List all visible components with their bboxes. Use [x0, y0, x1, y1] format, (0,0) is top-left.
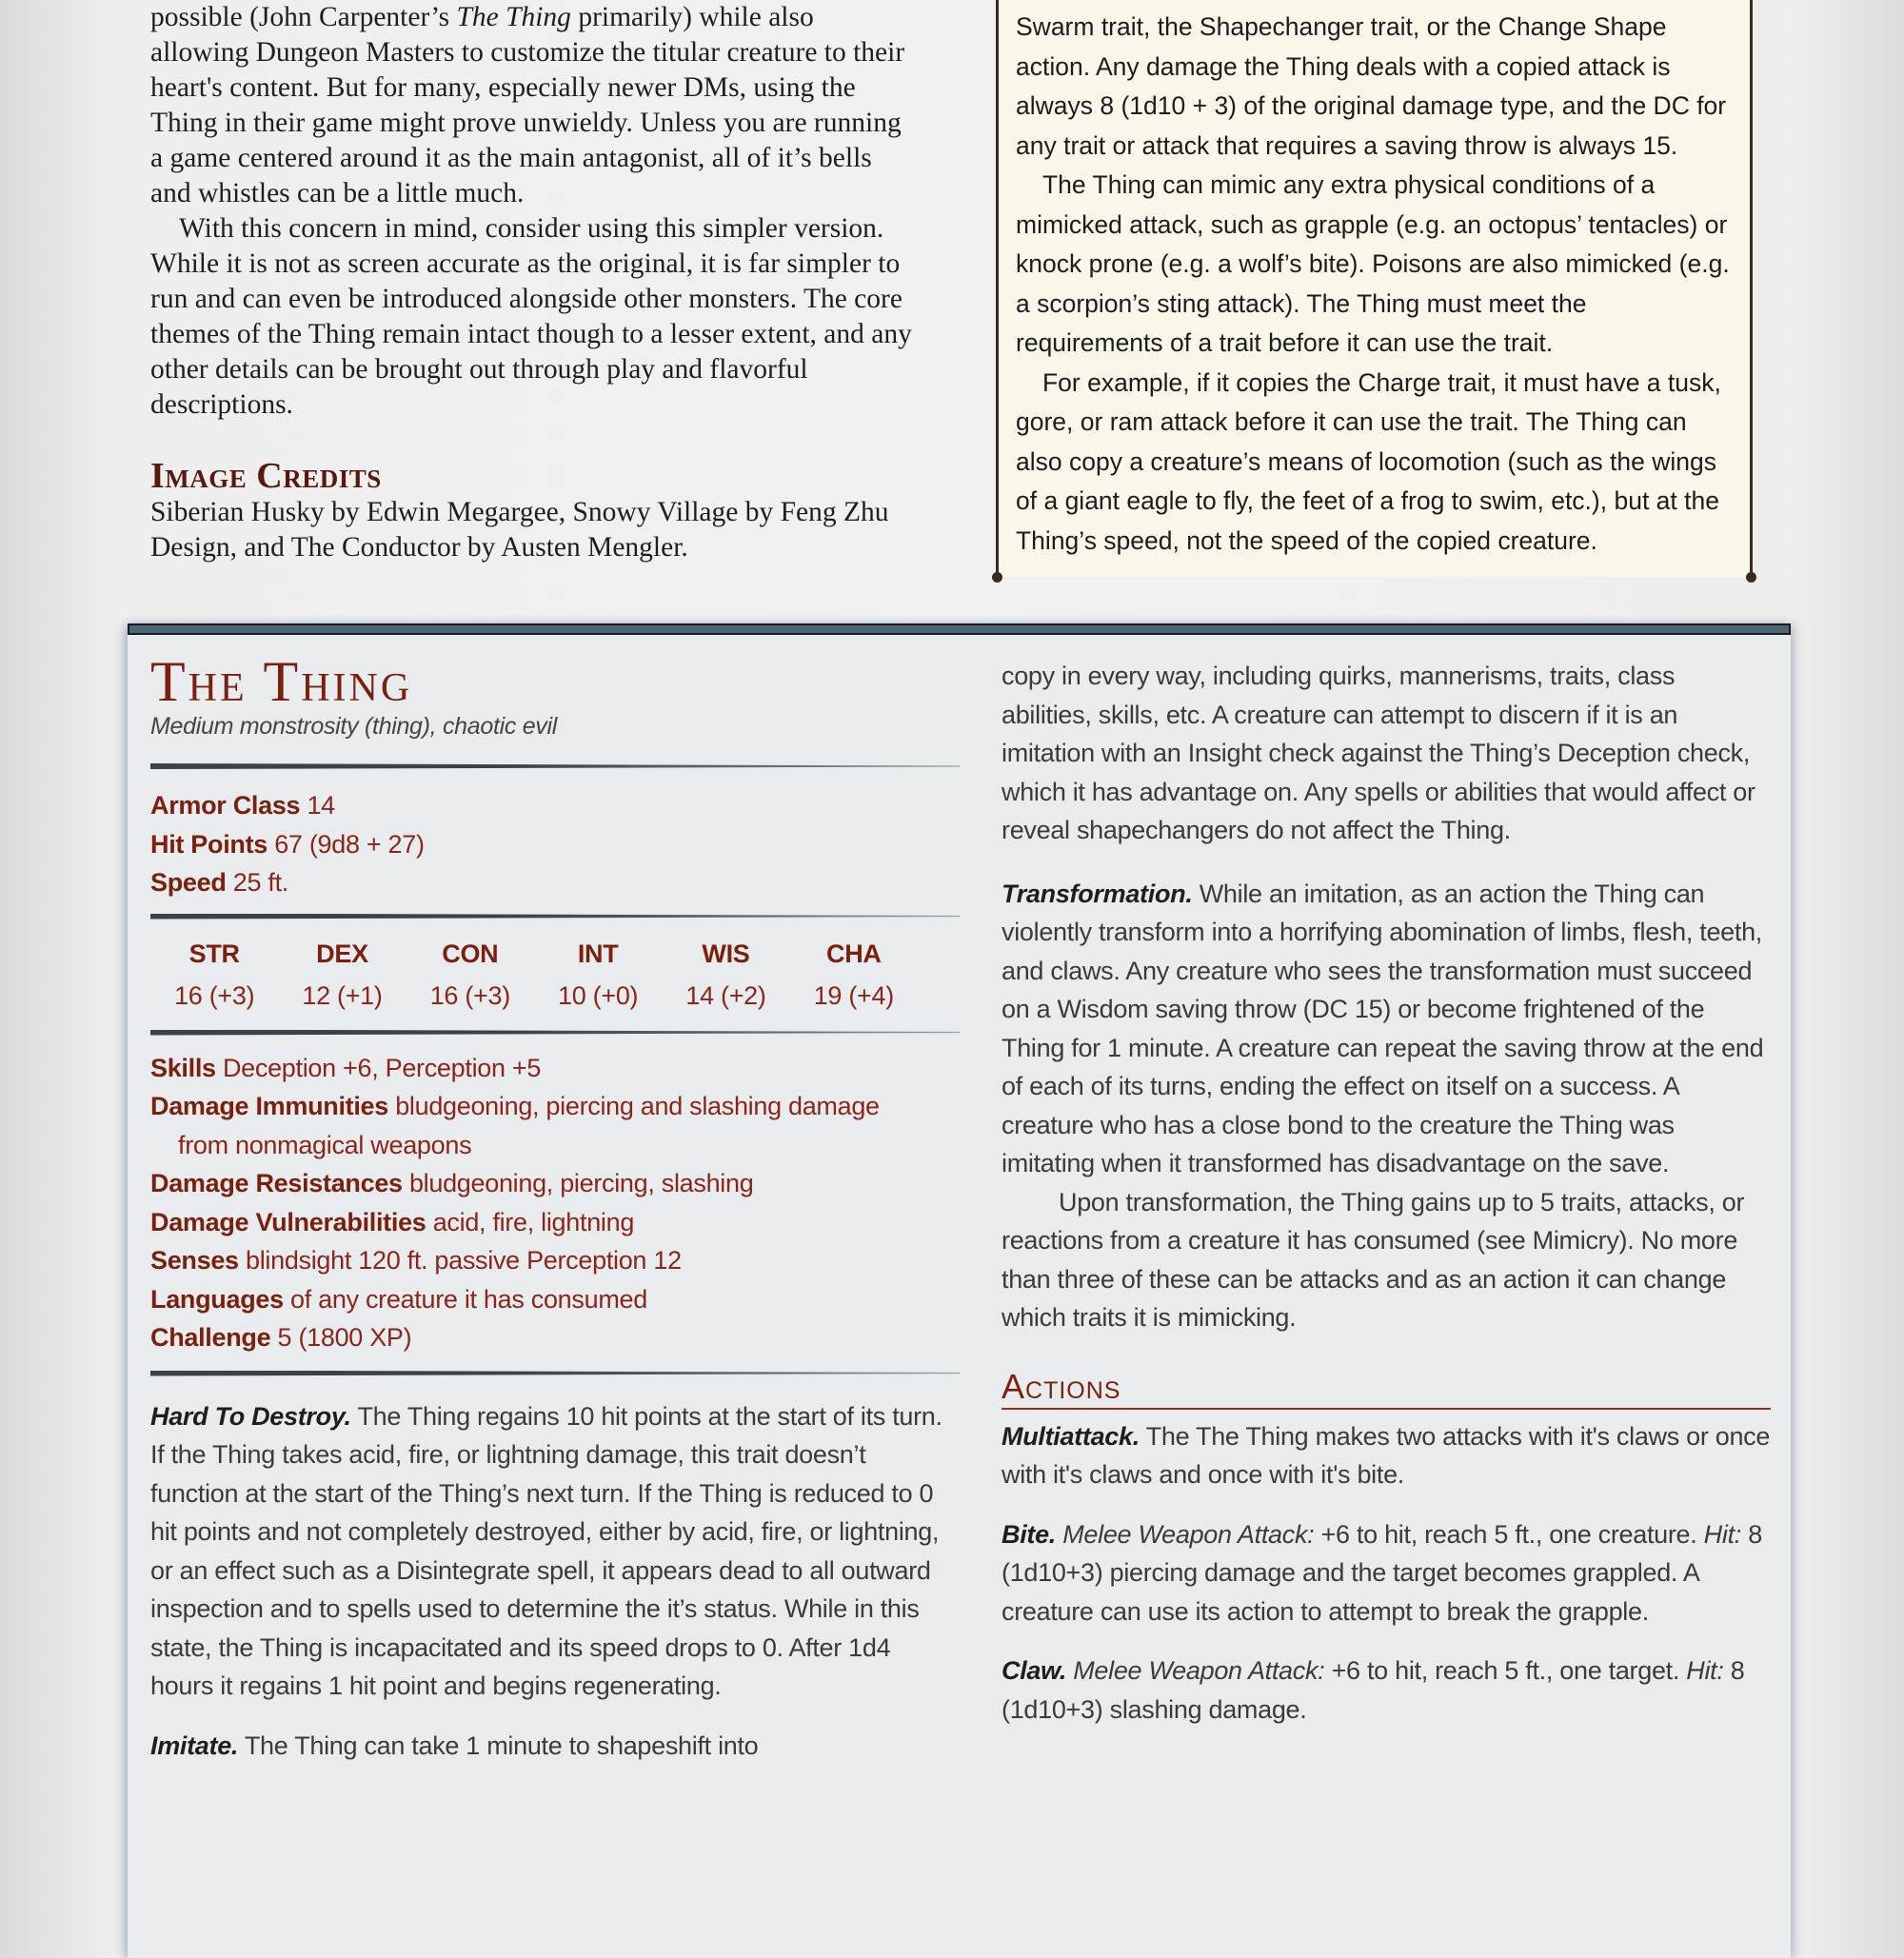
divider	[150, 763, 960, 769]
ability-value: 12 (+1)	[302, 980, 383, 1010]
trait-transformation	[1002, 875, 1771, 1183]
prop-senses	[150, 1241, 960, 1280]
trait-text: The Thing can take 1 minute to shapeshift into	[244, 1731, 759, 1760]
action-title: Multiattack.	[1002, 1421, 1140, 1451]
intro-text: primarily) while also allowing Dungeon Masters to customize the titular creature to their heart's content. But for many, especially newer DMs, using the Thing in their game might prove unwieldy. Unless you are running a game centered around it as the main antagonist, all of it’s bells and whistles can be a little much.	[150, 2, 905, 208]
ability-cha	[790, 933, 918, 1017]
trait-title: Imitate.	[150, 1731, 239, 1760]
mimicry-note-box	[996, 0, 1753, 577]
trait-imitate	[150, 1727, 960, 1766]
trait-title: Transformation.	[1002, 879, 1193, 908]
ability-scores	[150, 933, 918, 1017]
label: Damage Vulnerabilities	[150, 1207, 426, 1236]
value: blindsight 120 ft. passive Perception 12	[245, 1246, 682, 1275]
transformation-continued: Upon transformation, the Thing gains up to 5 traits, attacks, or reactions from a creature it has consumed (see Mimicry). No more than three of these can be attacks and as an action it can change which traits it is mimicking.	[1002, 1187, 1745, 1332]
image-credits-text: Siberian Husky by Edwin Megargee, Snowy Village by Feng Zhu Design, and The Conductor by Austen Mengler.	[150, 497, 889, 563]
note-paragraph-2: The Thing can mimic any extra physical conditions of a mimicked attack, such as grapple (e.g. an octopus’ tentacles) or knock prone (e.g. a wolf’s bite). Poisons are also mimicked (e.g. a scorpion’s sting attack). The Thing must meet the requirements of a trait before it can use the trait.	[1016, 170, 1730, 357]
ability-con	[407, 933, 534, 1017]
trait-text: The Thing regains 10 hit points at the start of its turn. If the Thing takes acid, fire, or lightning damage, this trait doesn’t function at the start of the Thing’s next turn. If the Thing is reduced to 0 hit points and not completely destroyed, either by acid, fire, or lightning, or an effect such as a Disintegrate spell, it appears dead to all outward inspection and to spells used to determine the it’s status. While in this state, the Thing is incapacitated and its speed drops to 0. After 1d4 hours it regains 1 hit point and begins regenerating.	[150, 1401, 942, 1700]
ability-value: 16 (+3)	[174, 980, 255, 1010]
divider	[150, 1371, 960, 1376]
hit-points	[150, 825, 960, 864]
value: 5 (1800 XP)	[277, 1323, 412, 1352]
trait-title: Hard To Destroy.	[150, 1401, 351, 1431]
monster-type: Medium monstrosity (thing), chaotic evil	[150, 713, 558, 740]
action-text: 8 (1d10+3) slashing damage.	[1002, 1656, 1745, 1724]
ability-str	[150, 933, 278, 1017]
ability-name: STR	[188, 939, 240, 968]
hit-label: Hit:	[1703, 1519, 1741, 1549]
hit-label: Hit:	[1686, 1656, 1724, 1685]
ability-name: CHA	[826, 939, 882, 968]
prop-damage-vulnerabilities	[150, 1203, 960, 1242]
value: 67 (9d8 + 27)	[274, 829, 425, 859]
action-text: 8 (1d10+3) piercing damage and the target becomes grappled. A creature can use its action to attempt to break the grapple.	[1002, 1519, 1762, 1626]
value: 25 ft.	[232, 868, 288, 897]
value: bludgeoning, piercing, slashing	[408, 1169, 754, 1197]
prop-languages	[150, 1280, 960, 1319]
intro-column	[150, 0, 912, 565]
label: Skills	[150, 1053, 216, 1082]
prop-damage-resistances	[150, 1164, 960, 1203]
note-paragraph-3: For example, if it copies the Charge trait, it must have a tusk, gore, or ram attack before it can use the trait. The Thing can also copy a creature’s means of locomotion (such as the wings of a giant eagle to fly, the feet of a frog to swim, etc.), but at the Thing’s speed, not the speed of the copied creature.	[1016, 367, 1721, 555]
trait-hard-to-destroy	[150, 1397, 960, 1706]
value: bludgeoning, piercing and slashing damage from nonmagical weapons	[178, 1092, 880, 1159]
ability-value: 16 (+3)	[429, 980, 510, 1010]
ability-value: 10 (+0)	[558, 980, 639, 1010]
intro-paragraph	[150, 0, 912, 211]
monster-name: The Thing	[150, 650, 413, 713]
ability-name: INT	[577, 939, 619, 968]
prop-challenge	[150, 1318, 960, 1357]
ability-dex	[278, 933, 406, 1017]
attack-type: Melee Weapon Attack:	[1062, 1519, 1315, 1549]
action-title: Claw.	[1002, 1656, 1067, 1685]
imitate-continued: copy in every way, including quirks, mannerisms, traits, class abilities, skills, etc. A creature can attempt to discern if it is an imitation with an Insight check against the Thing’s Deception check, which it has advantage on. Any spells or abilities that would affect or reveal shapechangers do not affect the Thing.	[1002, 662, 1755, 844]
label: Senses	[150, 1246, 239, 1275]
image-credits-heading: Image Credits	[150, 456, 382, 496]
attack-type: Melee Weapon Attack:	[1073, 1656, 1325, 1685]
armor-class	[150, 786, 960, 825]
ability-value: 14 (+2)	[685, 980, 766, 1010]
prop-damage-immunities	[150, 1087, 960, 1164]
ability-name: CON	[442, 939, 499, 968]
value: acid, fire, lightning	[432, 1207, 635, 1236]
actions-heading: Actions	[1002, 1368, 1771, 1410]
label: Hit Points	[150, 829, 268, 859]
ability-wis	[662, 933, 789, 1017]
value: Deception +6, Perception +5	[222, 1053, 542, 1082]
action-text: +6 to hit, reach 5 ft., one creature.	[1320, 1519, 1697, 1549]
ability-value: 19 (+4)	[813, 980, 894, 1010]
stat-block-top-bar	[128, 623, 1791, 635]
label: Damage Resistances	[150, 1169, 403, 1197]
label: Armor Class	[150, 791, 301, 820]
trait-text: While an imitation, as an action the Thing can violently transform into a horrifying abomination of limbs, flesh, teeth, and claws. Any creature who sees the transformation must succeed on a Wisdom saving throw (DC 15) or become frightened of the Thing for 1 minute. A creature can repeat the saving throw at the end of each of its turns, ending the effect on itself on a success. A creature who has a close bond to the creature the Thing was imitating when it transformed has disadvantage on the save.	[1002, 879, 1764, 1177]
value: of any creature it has consumed	[290, 1284, 647, 1314]
action-text: The The Thing makes two attacks with it's claws or once with it's claws and once with it's bite.	[1002, 1421, 1771, 1489]
label: Challenge	[150, 1323, 271, 1352]
film-title: The Thing	[456, 2, 571, 32]
intro-paragraph-2: With this concern in mind, consider using this simpler version. While it is not as screen accurate as the original, it is far simpler to run and can even be introduced alongside other monsters. The core themes of the Thing remain intact though to a lesser extent, and any other details can be brought out through play and flavorful descriptions.	[150, 213, 912, 420]
divider	[150, 914, 960, 920]
label: Damage Immunities	[150, 1092, 388, 1120]
corner-dot-left	[992, 572, 1002, 583]
ability-name: WIS	[702, 939, 750, 968]
stat-block-left-column	[150, 650, 960, 1765]
value: 14	[307, 791, 335, 820]
action-title: Bite.	[1002, 1519, 1057, 1549]
label: Speed	[150, 868, 227, 897]
note-paragraph-1: Swarm trait, the Shapechanger trait, or the Change Shape action. Any damage the Thing deals with a copied attack is always 8 (1d10 + 3) of the original damage type, and the DC for any trait or attack that requires a saving throw is always 15.	[1016, 12, 1727, 160]
label: Languages	[150, 1284, 284, 1314]
action-text: +6 to hit, reach 5 ft., one target.	[1331, 1656, 1680, 1685]
action-bite	[1002, 1515, 1771, 1632]
intro-text: possible (John Carpenter’s	[150, 2, 457, 32]
ability-name: DEX	[316, 939, 368, 968]
action-claw	[1002, 1651, 1771, 1729]
prop-skills	[150, 1049, 960, 1088]
corner-dot-right	[1746, 572, 1756, 583]
action-multiattack	[1002, 1417, 1771, 1494]
divider	[150, 1030, 960, 1036]
stat-block-right-column	[1002, 657, 1771, 1729]
ability-int	[534, 933, 662, 1017]
speed	[150, 863, 960, 902]
